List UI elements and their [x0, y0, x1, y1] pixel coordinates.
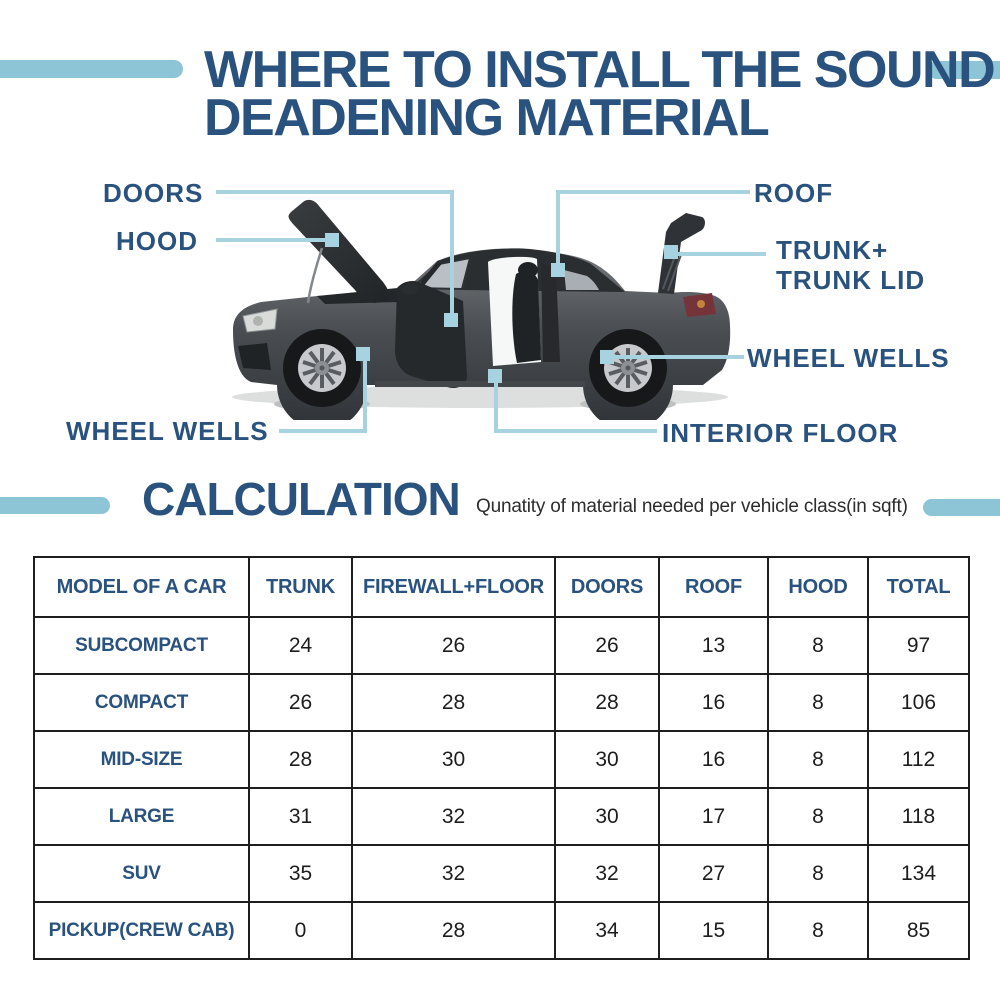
value-cell: 16 [659, 674, 768, 731]
taillight-lens [697, 300, 705, 308]
rear-wheel [589, 329, 667, 407]
value-cell: 85 [868, 902, 969, 959]
label-trunk-line1: TRUNK+ [776, 235, 889, 265]
value-cell: 30 [555, 788, 659, 845]
front-wheel [283, 329, 361, 407]
model-cell: MID-SIZE [34, 731, 249, 788]
page-title-line2: DEADENING MATERIAL [204, 89, 769, 147]
value-cell: 35 [249, 845, 352, 902]
value-cell: 13 [659, 617, 768, 674]
value-cell: 118 [868, 788, 969, 845]
side-mirror [401, 283, 419, 295]
column-header: ROOF [659, 557, 768, 617]
value-cell: 32 [352, 788, 555, 845]
car-illustration [225, 190, 745, 420]
table-body [34, 617, 969, 959]
hood-panel-open [289, 200, 390, 303]
label-trunk [776, 235, 925, 295]
trunk-leader-line [676, 252, 766, 256]
value-cell: 30 [555, 731, 659, 788]
table-row [34, 788, 969, 845]
model-cell: LARGE [34, 788, 249, 845]
value-cell: 0 [249, 902, 352, 959]
headlight-lens [253, 316, 263, 326]
value-cell: 134 [868, 845, 969, 902]
value-cell: 8 [768, 617, 868, 674]
roof-leader-line [556, 190, 750, 194]
value-cell: 17 [659, 788, 768, 845]
table-row [34, 617, 969, 674]
value-cell: 28 [352, 902, 555, 959]
front-intake [238, 343, 271, 370]
value-cell: 26 [249, 674, 352, 731]
value-cell: 106 [868, 674, 969, 731]
value-cell: 26 [352, 617, 555, 674]
rocker-panel [375, 381, 585, 387]
page-title-line1: WHERE TO INSTALL THE SOUND [204, 41, 995, 99]
column-header: TOTAL [868, 557, 969, 617]
column-header: MODEL OF A CAR [34, 557, 249, 617]
interior-floor-leader-line [494, 429, 657, 433]
label-trunk-line2: TRUNK LID [776, 265, 926, 295]
column-header: HOOD [768, 557, 868, 617]
model-cell: COMPACT [34, 674, 249, 731]
value-cell: 8 [768, 788, 868, 845]
wheel-wells-right-leader-line [612, 355, 744, 359]
doors-leader-line [216, 190, 452, 194]
table-header-row [34, 557, 969, 617]
calc-table [33, 556, 970, 960]
value-cell: 26 [555, 617, 659, 674]
table-row [34, 902, 969, 959]
value-cell: 30 [352, 731, 555, 788]
value-cell: 32 [352, 845, 555, 902]
value-cell: 28 [555, 674, 659, 731]
calculation-heading: CALCULATION [142, 473, 460, 525]
value-cell: 112 [868, 731, 969, 788]
value-cell: 31 [249, 788, 352, 845]
value-cell: 8 [768, 845, 868, 902]
model-cell: SUBCOMPACT [34, 617, 249, 674]
model-cell: PICKUP(CREW CAB) [34, 902, 249, 959]
hood-prop-rod [308, 248, 322, 303]
decorative-bar-top-left [0, 60, 183, 78]
decorative-bar-calc-right [923, 499, 1000, 516]
column-header: FIREWALL+FLOOR [352, 557, 555, 617]
decorative-bar-calc-left [0, 497, 110, 514]
wheel-wells-left-leader-line-vertical [363, 354, 367, 433]
doors-marker [444, 313, 458, 327]
page-title [204, 41, 995, 147]
interior-floor-leader-line-vertical [494, 376, 498, 433]
value-cell: 8 [768, 731, 868, 788]
table-row [34, 674, 969, 731]
hood-marker [325, 233, 339, 247]
interior-floor-marker [488, 369, 502, 383]
value-cell: 15 [659, 902, 768, 959]
front-seat [512, 271, 541, 363]
value-cell: 16 [659, 731, 768, 788]
value-cell: 28 [249, 731, 352, 788]
label-wheel-wells-right: WHEEL WELLS [747, 343, 950, 373]
roof-leader-line-vertical [556, 190, 560, 270]
value-cell: 8 [768, 674, 868, 731]
value-cell: 27 [659, 845, 768, 902]
doors-leader-line-vertical [450, 190, 454, 318]
calculation-subtitle: Qunatity of material needed per vehicle class(in sqft) [476, 496, 908, 517]
column-header: TRUNK [249, 557, 352, 617]
column-header: DOORS [555, 557, 659, 617]
label-roof: ROOF [754, 178, 834, 208]
wheel-wells-right-marker [600, 350, 614, 364]
value-cell: 32 [555, 845, 659, 902]
label-interior-floor: INTERIOR FLOOR [662, 418, 899, 448]
value-cell: 8 [768, 902, 868, 959]
trunk-marker [664, 245, 678, 259]
table-row [34, 731, 969, 788]
model-cell: SUV [34, 845, 249, 902]
wheel-wells-left-leader-line [279, 429, 367, 433]
wheel-wells-left-marker [356, 347, 370, 361]
label-wheel-wells-left: WHEEL WELLS [66, 416, 269, 446]
label-doors: DOORS [103, 178, 204, 208]
label-hood: HOOD [116, 226, 198, 256]
value-cell: 97 [868, 617, 969, 674]
table-row [34, 845, 969, 902]
roof-marker [551, 263, 565, 277]
value-cell: 28 [352, 674, 555, 731]
value-cell: 24 [249, 617, 352, 674]
value-cell: 34 [555, 902, 659, 959]
hood-leader-line [216, 238, 332, 242]
